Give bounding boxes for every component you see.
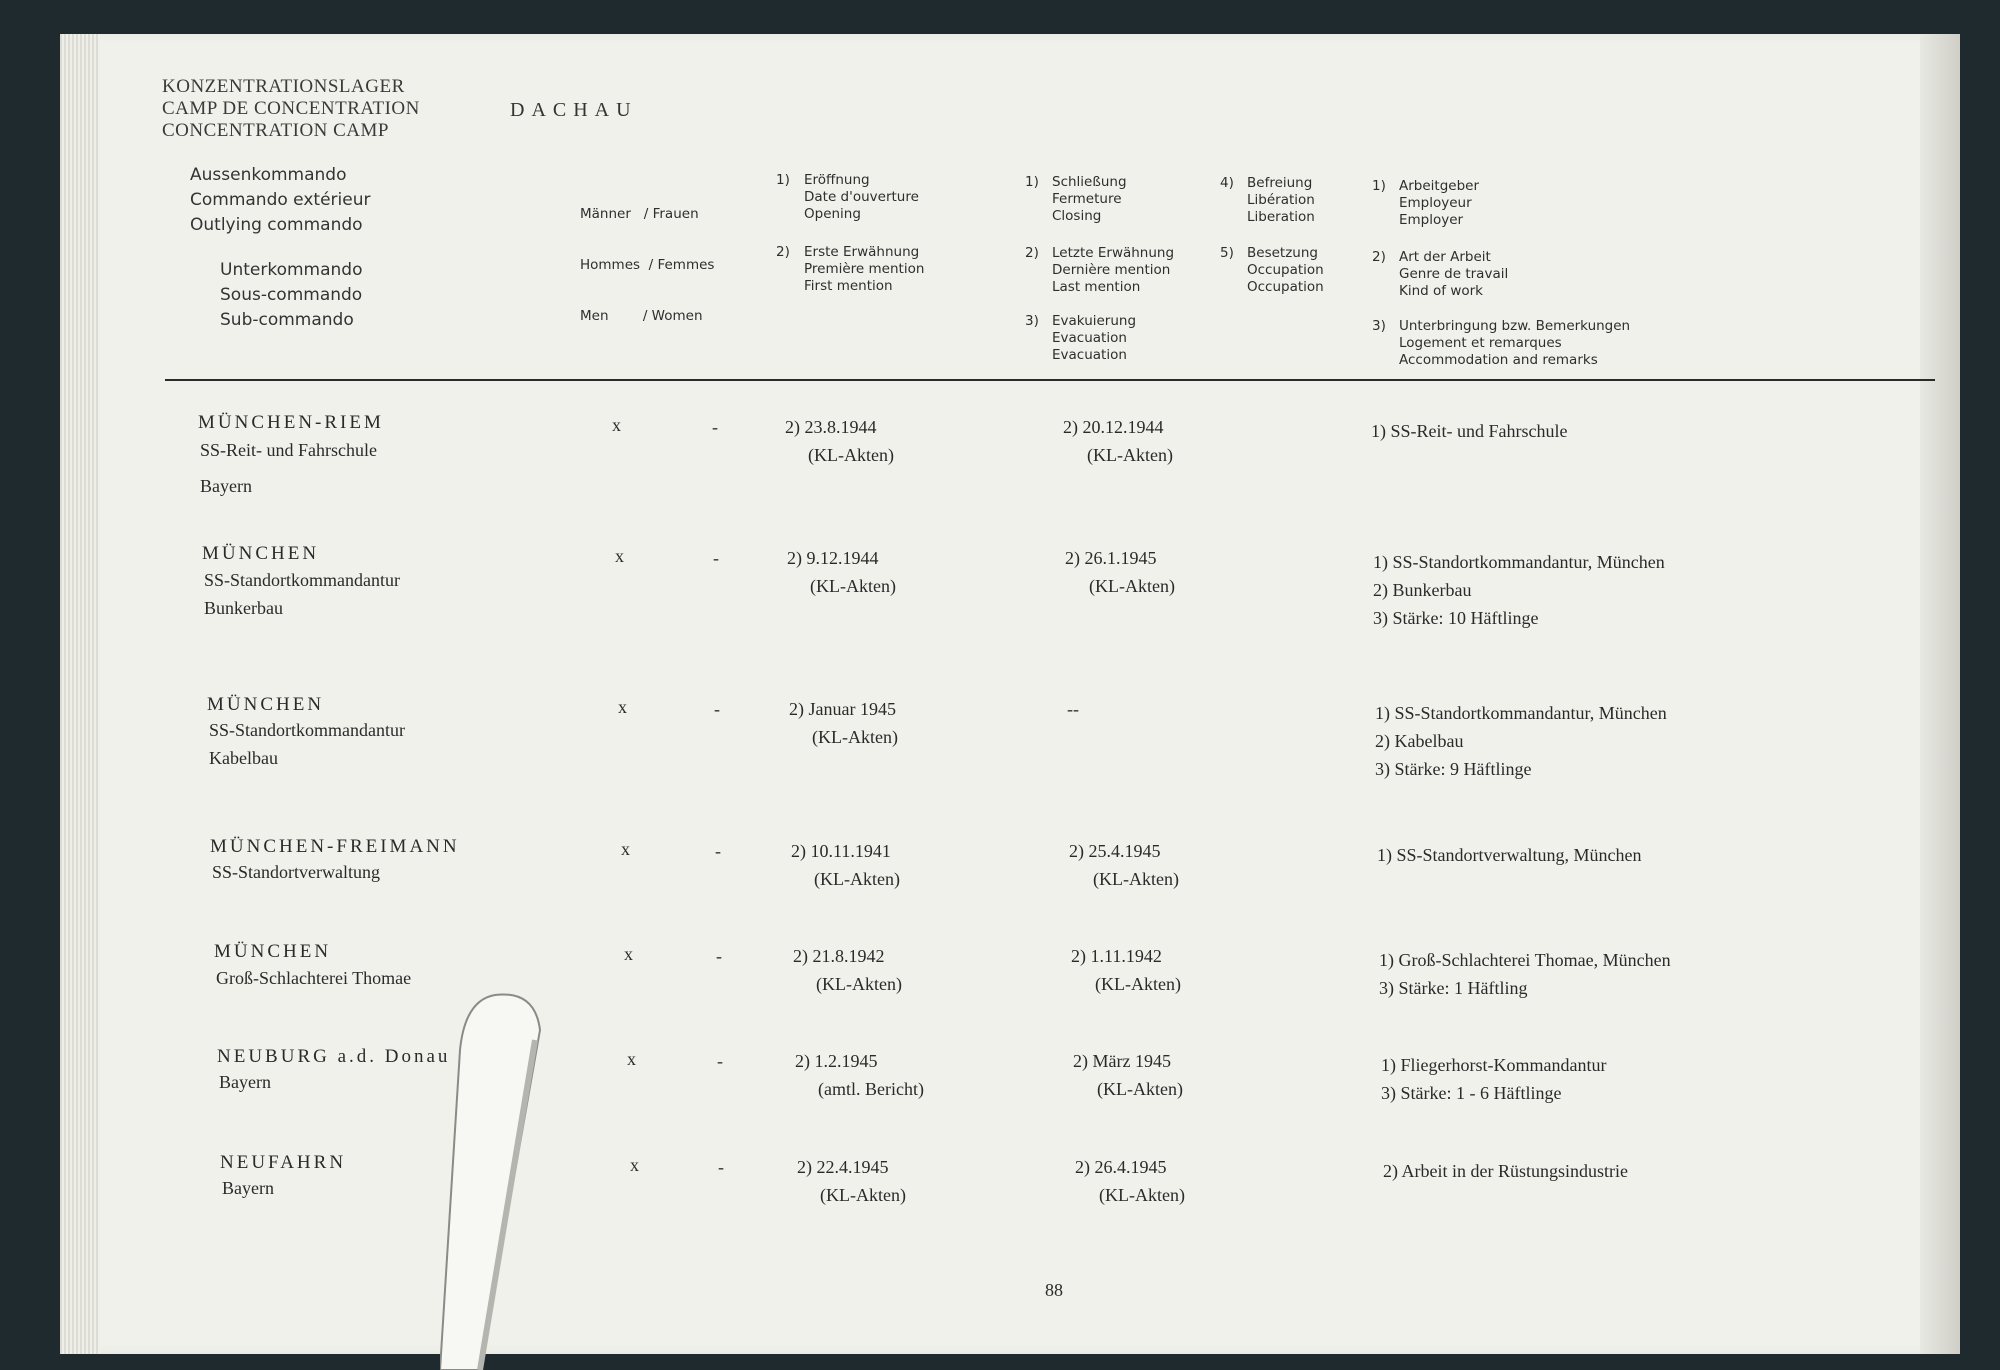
header-rule xyxy=(165,379,1935,381)
closing-date: 2) 25.4.1945 xyxy=(1069,841,1161,861)
entry-name: MÜNCHEN-RIEM xyxy=(198,412,384,433)
closing-date: (KL-Akten) xyxy=(1099,1185,1185,1205)
col-last-num: 2) xyxy=(1025,245,1039,261)
opening-date: (amtl. Bericht) xyxy=(818,1079,924,1099)
col-occup-de: Besetzung xyxy=(1247,245,1318,261)
col-occup-num: 5) xyxy=(1220,245,1234,261)
opening-date: 2) 1.2.1945 xyxy=(795,1051,878,1071)
men-mark: x xyxy=(621,839,630,859)
remark-line: 1) SS-Standortkommandantur, München xyxy=(1375,703,1667,723)
col-employer-de: Arbeitgeber xyxy=(1399,178,1480,194)
col-evac-de: Evakuierung xyxy=(1052,313,1137,329)
entry-subtitle: Groß-Schlachterei Thomae xyxy=(216,968,412,988)
closing-date: 2) 26.4.1945 xyxy=(1075,1157,1167,1177)
unter-label xyxy=(220,258,362,333)
col-closing-fr: Fermeture xyxy=(1052,191,1122,207)
unter-label-fr: Sous-commando xyxy=(220,285,363,305)
col-last-fr: Dernière mention xyxy=(1052,262,1171,278)
col-closing-num: 1) xyxy=(1025,174,1039,190)
col-first-de: Erste Erwähnung xyxy=(804,244,920,260)
entry-subtitle: Bayern xyxy=(219,1072,271,1092)
col-remarks-num: 3) xyxy=(1372,318,1386,334)
col-closing-en: Closing xyxy=(1052,208,1102,224)
col-remarks-de: Unterbringung bzw. Bemerkungen xyxy=(1399,318,1631,334)
col-closing-de: Schließung xyxy=(1052,174,1127,190)
col-opening-en: Opening xyxy=(804,206,861,222)
entry-name: NEUFAHRN xyxy=(220,1152,347,1173)
entry-subtitle: Bayern xyxy=(222,1178,274,1198)
opening-date: (KL-Akten) xyxy=(812,727,898,747)
men-mark: x xyxy=(615,546,624,566)
col-occup xyxy=(1247,245,1324,296)
closing-date: (KL-Akten) xyxy=(1093,869,1179,889)
remark-line: 1) Groß-Schlachterei Thomae, München xyxy=(1379,950,1671,970)
col-work-num: 2) xyxy=(1372,249,1386,265)
col-liber xyxy=(1247,175,1315,226)
men-mark: x xyxy=(618,697,627,717)
men-mark: x xyxy=(612,415,621,435)
col-liber-de: Befreiung xyxy=(1247,175,1313,191)
aussen-label-fr: Commando extérieur xyxy=(190,190,371,210)
title-line-de: KONZENTRATIONSLAGER xyxy=(162,76,405,97)
col-opening-fr: Date d'ouverture xyxy=(804,189,919,205)
col-last-en: Last mention xyxy=(1052,279,1141,295)
closing-date: (KL-Akten) xyxy=(1097,1079,1183,1099)
opening-date: 2) Januar 1945 xyxy=(789,699,896,719)
closing-date: -- xyxy=(1067,699,1079,719)
col-evac xyxy=(1052,313,1136,364)
opening-date: (KL-Akten) xyxy=(814,869,900,889)
col-gender xyxy=(580,172,714,342)
opening-date: 2) 22.4.1945 xyxy=(797,1157,889,1177)
col-evac-en: Evacuation xyxy=(1052,347,1127,363)
entry-name: MÜNCHEN xyxy=(202,543,320,564)
col-employer-fr: Employeur xyxy=(1399,195,1472,211)
col-work xyxy=(1399,249,1508,300)
col-opening-num: 1) xyxy=(776,172,790,188)
remark-line: 3) Stärke: 10 Häftlinge xyxy=(1373,608,1539,628)
pointer-overlay xyxy=(440,990,550,1370)
men-mark: x xyxy=(624,944,633,964)
col-employer xyxy=(1399,178,1479,229)
col-opening xyxy=(804,172,919,223)
aussen-label-en: Outlying commando xyxy=(190,215,363,235)
col-gender-de: Männer / Frauen xyxy=(580,206,699,222)
col-first-num: 2) xyxy=(776,244,790,260)
remark-line: 3) Stärke: 9 Häftlinge xyxy=(1375,759,1532,779)
women-mark: - xyxy=(718,1157,724,1177)
title-line-en: CONCENTRATION CAMP xyxy=(162,120,389,141)
closing-date: 2) 26.1.1945 xyxy=(1065,548,1157,568)
entry-subtitle: SS-Standortverwaltung xyxy=(212,862,380,882)
opening-date: 2) 9.12.1944 xyxy=(787,548,879,568)
remark-line: 3) Stärke: 1 - 6 Häftlinge xyxy=(1381,1083,1562,1103)
remark-line: 3) Stärke: 1 Häftling xyxy=(1379,978,1528,998)
entry-subtitle: Bayern xyxy=(200,476,252,496)
opening-date: (KL-Akten) xyxy=(808,445,894,465)
title-line-fr: CAMP DE CONCENTRATION xyxy=(162,98,420,119)
col-remarks-en: Accommodation and remarks xyxy=(1399,352,1598,368)
opening-date: (KL-Akten) xyxy=(810,576,896,596)
col-evac-fr: Evacuation xyxy=(1052,330,1127,346)
closing-date: (KL-Akten) xyxy=(1089,576,1175,596)
entry-subtitle: SS-Standortkommandantur xyxy=(204,570,400,590)
col-employer-num: 1) xyxy=(1372,178,1386,194)
men-mark: x xyxy=(627,1049,636,1069)
women-mark: - xyxy=(712,417,718,437)
col-last xyxy=(1052,245,1174,296)
entry-subtitle: Kabelbau xyxy=(209,748,278,768)
women-mark: - xyxy=(715,841,721,861)
col-opening-de: Eröffnung xyxy=(804,172,870,188)
book-spine xyxy=(1920,34,1960,1354)
remark-line: 2) Arbeit in der Rüstungsindustrie xyxy=(1383,1161,1628,1181)
women-mark: - xyxy=(713,548,719,568)
opening-date: 2) 23.8.1944 xyxy=(785,417,877,437)
unter-label-en: Sub-commando xyxy=(220,310,354,330)
camp-name: DACHAU xyxy=(510,99,638,121)
aussen-label xyxy=(190,163,370,238)
col-last-de: Letzte Erwähnung xyxy=(1052,245,1175,261)
col-liber-fr: Libération xyxy=(1247,192,1315,208)
remark-line: 1) SS-Standortverwaltung, München xyxy=(1377,845,1642,865)
unter-label-de: Unterkommando xyxy=(220,260,363,280)
entry-subtitle: SS-Reit- und Fahrschule xyxy=(200,440,377,460)
page-edges xyxy=(60,34,100,1354)
remark-line: 1) SS-Reit- und Fahrschule xyxy=(1371,421,1568,441)
col-work-fr: Genre de travail xyxy=(1399,266,1509,282)
col-gender-en: Men / Women xyxy=(580,308,703,324)
col-work-de: Art der Arbeit xyxy=(1399,249,1491,265)
col-occup-fr: Occupation xyxy=(1247,262,1324,278)
col-first xyxy=(804,244,924,295)
remark-line: 1) SS-Standortkommandantur, München xyxy=(1373,552,1665,572)
entry-name: MÜNCHEN xyxy=(214,941,332,962)
remark-line: 1) Fliegerhorst-Kommandantur xyxy=(1381,1055,1607,1075)
women-mark: - xyxy=(717,1051,723,1071)
opening-date: 2) 10.11.1941 xyxy=(791,841,891,861)
col-work-en: Kind of work xyxy=(1399,283,1483,299)
col-remarks xyxy=(1399,318,1630,369)
page-number: 88 xyxy=(1045,1280,1063,1300)
closing-date: 2) 1.11.1942 xyxy=(1071,946,1162,966)
closing-date: 2) März 1945 xyxy=(1073,1051,1171,1071)
col-liber-num: 4) xyxy=(1220,175,1234,191)
women-mark: - xyxy=(714,699,720,719)
col-remarks-fr: Logement et remarques xyxy=(1399,335,1562,351)
col-closing xyxy=(1052,174,1127,225)
entry-name: MÜNCHEN xyxy=(207,694,325,715)
col-gender-fr: Hommes / Femmes xyxy=(580,257,715,273)
closing-date: (KL-Akten) xyxy=(1087,445,1173,465)
entry-name: NEUBURG a.d. Donau xyxy=(217,1046,451,1067)
remark-line: 2) Bunkerbau xyxy=(1373,580,1472,600)
entry-subtitle: SS-Standortkommandantur xyxy=(209,720,405,740)
closing-date: (KL-Akten) xyxy=(1095,974,1181,994)
closing-date: 2) 20.12.1944 xyxy=(1063,417,1164,437)
entry-subtitle: Bunkerbau xyxy=(204,598,283,618)
col-first-fr: Première mention xyxy=(804,261,925,277)
aussen-label-de: Aussenkommando xyxy=(190,165,347,185)
col-occup-en: Occupation xyxy=(1247,279,1324,295)
opening-date: (KL-Akten) xyxy=(816,974,902,994)
opening-date: (KL-Akten) xyxy=(820,1185,906,1205)
remark-line: 2) Kabelbau xyxy=(1375,731,1464,751)
title-block xyxy=(162,76,420,142)
col-evac-num: 3) xyxy=(1025,313,1039,329)
entry-name: MÜNCHEN-FREIMANN xyxy=(210,836,460,857)
col-liber-en: Liberation xyxy=(1247,209,1315,225)
opening-date: 2) 21.8.1942 xyxy=(793,946,885,966)
col-employer-en: Employer xyxy=(1399,212,1464,228)
men-mark: x xyxy=(630,1155,639,1175)
col-first-en: First mention xyxy=(804,278,893,294)
women-mark: - xyxy=(716,946,722,966)
